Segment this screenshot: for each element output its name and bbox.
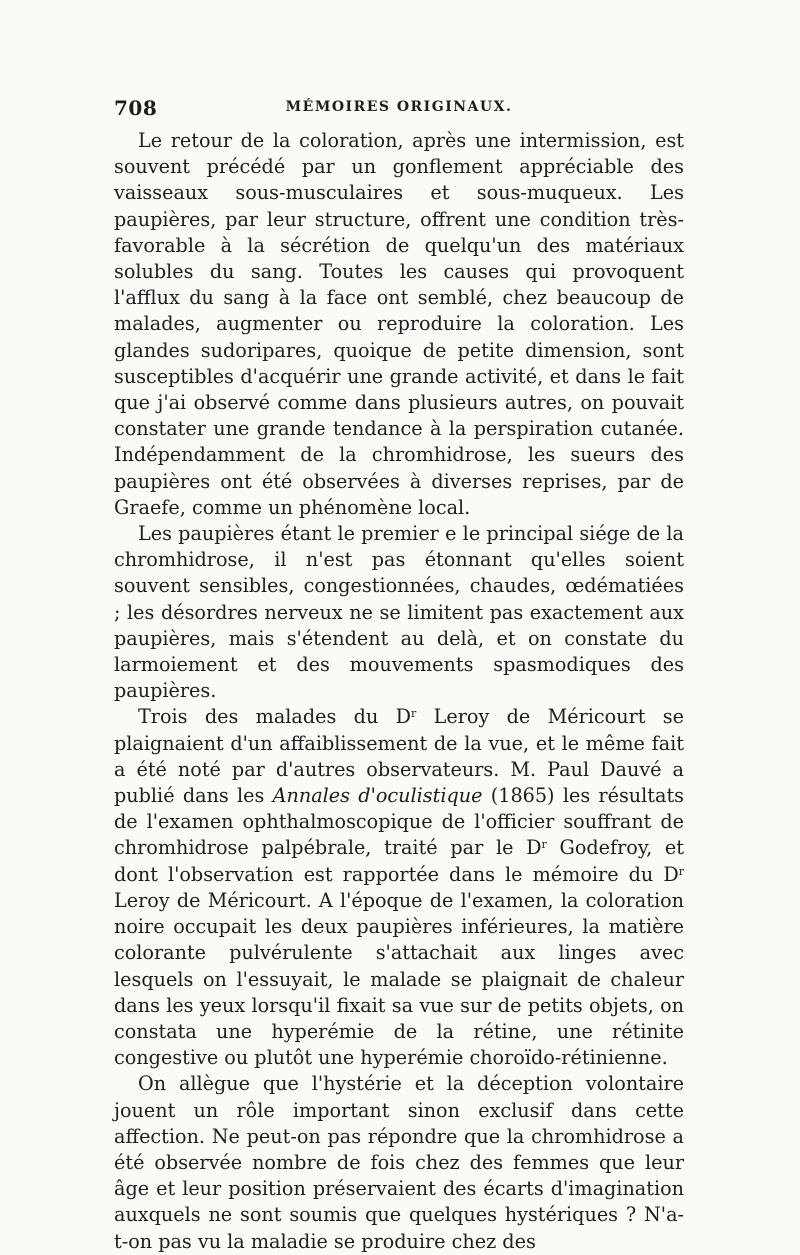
- page-number: 708: [114, 96, 158, 120]
- journal-title: Annales d'oculistique: [272, 784, 483, 808]
- body-text: [114, 128, 684, 1255]
- paragraph-3-seg1: Trois des malades du D: [138, 705, 412, 729]
- paragraph-3-seg3: (1865) les résultats de l'examen ophthalmoscopique de l'officier souffrant de chromhidrose palpébrale, traité par le D: [114, 784, 685, 860]
- superscript-r: r: [541, 838, 547, 852]
- paragraph-3-seg2: Leroy de Méricourt se plaignaient d'un affaiblissement de la vue, et le même fait a été noté par d'autres observateurs. M. Paul Dauvé a publié dans les: [114, 705, 684, 808]
- paragraph-3-seg5: Leroy de Méricourt. A l'époque de l'examen, la coloration noire occupait les deux paupières inférieures, la matière colorante pulvérulente s'attachait aux linges avec lesquels on l'essuyait, le malade se plaignait de chaleur dans les yeux lorsqu'il fixait sa vue sur de petits objets, on constata une hyperémie de la rétine, une rétinite congestive ou plutôt une hyperémie choroïdo-rétinienne.: [114, 888, 684, 1070]
- running-head: MÉMOIRES ORIGINAUX.: [285, 99, 513, 115]
- paragraph-1: Le retour de la coloration, après une intermission, est souvent précédé par un gonflement appréciable des vaisseaux sous-musculaires et sous-muqueux. Les paupières, par leur structure, offrent une condition très-favorable à la sécrétion de quelqu'un des matériaux solubles du sang. Toutes les causes qui provoquent l'afflux du sang à la face ont semblé, chez beaucoup de malades, augmenter ou reproduire la coloration. Les glandes sudoripares, quoique de petite dimension, sont susceptibles d'acquérir une grande activité, et dans le fait que j'ai observé comme dans plusieurs autres, on pouvait constater une grande tendance à la perspiration cutanée. Indépendamment de la chromhidrose, les sueurs des paupières ont été observées à diverses reprises, par de Graefe, comme un phénomène local.: [114, 129, 684, 519]
- page-header: [114, 96, 684, 126]
- paragraph-2: Les paupières étant le premier e le principal siége de la chromhidrose, il n'est pas étonnant qu'elles soient souvent sensibles, congestionnées, chaudes, œdématiées ; les désordres nerveux ne se limitent pas exactement aux paupières, mais s'étendent au delà, et on constate du larmoiement et des mouvements spasmodiques des paupières.: [114, 522, 684, 703]
- paragraph-4: On allègue que l'hystérie et la déception volontaire jouent un rôle important sinon exclusif dans cette affection. Ne peut-on pas répondre que la chromhidrose a été observée nombre de fois chez des femmes que leur âge et leur position préservaient des écarts d'imagination auxquels ne sont soumis que quelques hystériques ? N'a-t-on pas vu la maladie se produire chez des: [114, 1072, 684, 1253]
- superscript-r: r: [678, 864, 684, 878]
- superscript-r: r: [411, 707, 417, 721]
- paragraph-3: [114, 704, 684, 1071]
- paragraph-3-seg4: Godefroy, et dont l'observation est rapportée dans le mémoire du D: [114, 836, 685, 886]
